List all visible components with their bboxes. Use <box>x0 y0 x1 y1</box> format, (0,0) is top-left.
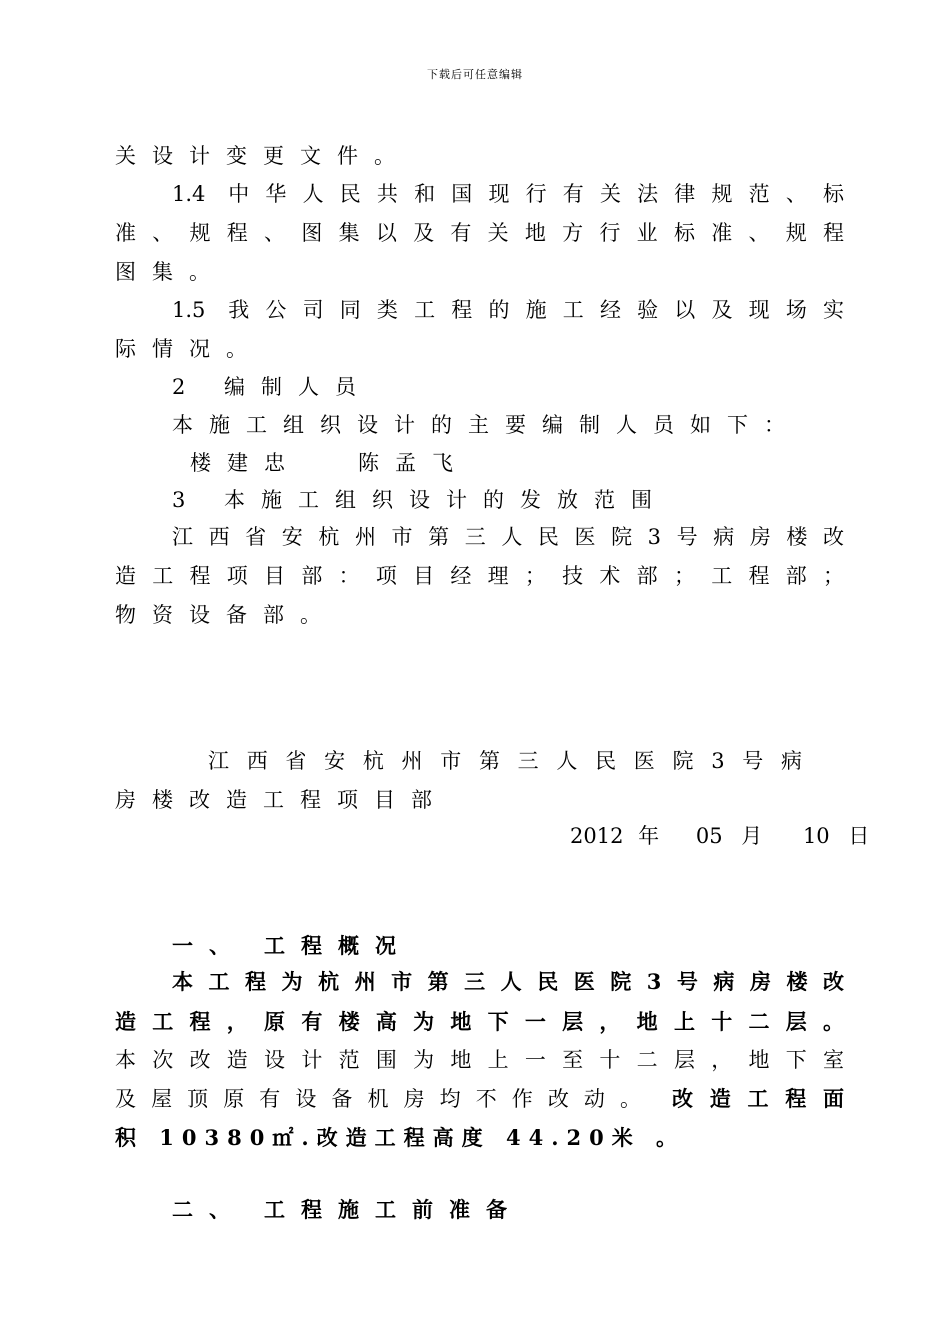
author-name: 楼建忠 <box>190 451 301 475</box>
section-heading: 工程施工前准备 <box>264 1197 523 1222</box>
date-year: 2012 <box>570 824 624 848</box>
date-month-unit: 月 <box>741 824 763 848</box>
section-heading: 工程概况 <box>264 933 412 958</box>
section-heading-number: 一、 <box>172 933 246 958</box>
text-line: 本次改造设计范围为地上一至十二层，地下室 <box>115 1048 844 1072</box>
text-line: 2 编制人员 <box>172 375 373 399</box>
section-heading-number: 二、 <box>172 1197 246 1222</box>
page-header: 下载后可任意编辑 <box>427 68 523 81</box>
text-line: 1.5 我公司同类工程的施工经验以及现场实 <box>172 298 844 322</box>
text-line: 本施工组织设计的主要编制人员如下： <box>172 413 801 437</box>
text-line: 1.4 中华人民共和国现行有关法律规范、标 <box>172 182 844 206</box>
text-line: 造工程项目部：项目经理；技术部；工程部； <box>115 564 844 588</box>
text-line: 际情况。 <box>115 337 263 361</box>
text-line: 准、规程、图集以及有关地方行业标准、规程 <box>115 221 844 245</box>
date-month: 05 <box>695 824 723 848</box>
text-line: 本工程为杭州市第三人民医院3号病房楼改 <box>172 969 844 994</box>
text-line: 图集。 <box>115 260 226 284</box>
signature-org: 房楼改造工程项目部 <box>115 788 448 812</box>
text-line-bold: 改造工程面 <box>672 1086 844 1111</box>
author-name: 陈孟飞 <box>358 451 469 475</box>
date-day-unit: 日 <box>848 824 870 848</box>
signature-org: 江西省安杭州市第三人民医院3号病 <box>208 749 802 773</box>
text-line: 3 本施工组织设计的发放范围 <box>172 488 669 512</box>
date-day: 10 <box>802 824 830 848</box>
text-line: 造工程，原有楼高为地下一层，地上十二层。 <box>115 1009 844 1034</box>
signature-date <box>570 822 869 850</box>
text-line: 积 10380㎡.改造工程高度 44.20米 。 <box>115 1125 686 1150</box>
text-line: 江西省安杭州市第三人民医院3号病房楼改 <box>172 525 844 549</box>
date-year-unit: 年 <box>638 824 660 848</box>
text-line: 关设计变更文件。 <box>115 144 411 168</box>
text-line: 及屋顶原有设备机房均不作改动。 <box>115 1087 641 1111</box>
text-line: 物资设备部。 <box>115 603 337 627</box>
